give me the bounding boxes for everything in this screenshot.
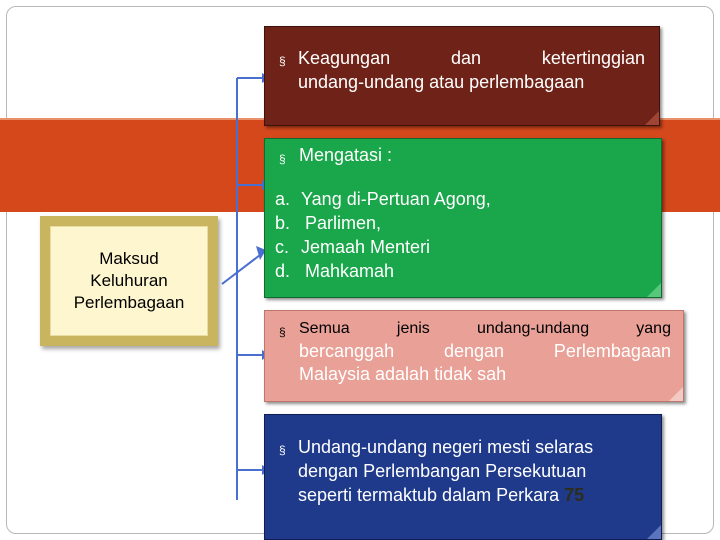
void-laws-box <box>264 310 684 402</box>
bullet-icon: § <box>279 54 286 68</box>
page-fold <box>645 111 659 125</box>
overrides-list <box>275 187 491 283</box>
main-concept-box <box>40 216 218 346</box>
overrides-item-a: a. Yang di-Pertuan Agong, <box>275 189 491 209</box>
supremacy-box <box>264 26 660 126</box>
page-fold <box>647 525 661 539</box>
state-laws-line-3: seperti termaktub dalam Perkara 75 <box>298 485 585 505</box>
void-laws-line-3: Malaysia adalah tidak sah <box>299 364 507 384</box>
supremacy-word-3: ketertinggian <box>541 48 645 68</box>
page-fold <box>647 283 661 297</box>
main-concept-inner <box>50 226 208 336</box>
state-laws-box <box>264 414 662 540</box>
main-concept-line-3: Perlembagaan <box>73 293 185 312</box>
state-laws-line-2: dengan Perlembangan Persekutuan <box>298 461 587 481</box>
connector-from-left-box <box>222 255 260 284</box>
void-laws-line-2: bercanggah dengan Perlembagaan <box>299 341 671 361</box>
overrides-box <box>264 138 662 298</box>
overrides-heading: Mengatasi : <box>299 145 393 165</box>
supremacy-word-2: dan <box>450 48 482 68</box>
supremacy-word-1: Keagungan <box>298 48 391 68</box>
page-fold <box>669 387 683 401</box>
bullet-icon: § <box>279 152 286 166</box>
article-number: 75 <box>564 485 585 505</box>
overrides-item-c: c. Jemaah Menteri <box>275 237 431 257</box>
state-laws-line-1: Undang-undang negeri mesti selaras <box>298 437 594 457</box>
main-concept-line-2: Keluhuran <box>90 271 168 290</box>
void-laws-line-1: Semua jenis undang-undang yang <box>299 320 671 337</box>
bullet-icon: § <box>279 325 286 339</box>
main-concept-line-1: Maksud <box>99 249 159 268</box>
supremacy-line-1 <box>298 46 645 70</box>
overrides-item-d: d. Mahkamah <box>275 261 395 281</box>
bullet-icon: § <box>279 443 286 457</box>
supremacy-line-2: undang-undang atau perlembagaan <box>298 72 585 92</box>
overrides-item-b: b. Parlimen, <box>275 213 382 233</box>
